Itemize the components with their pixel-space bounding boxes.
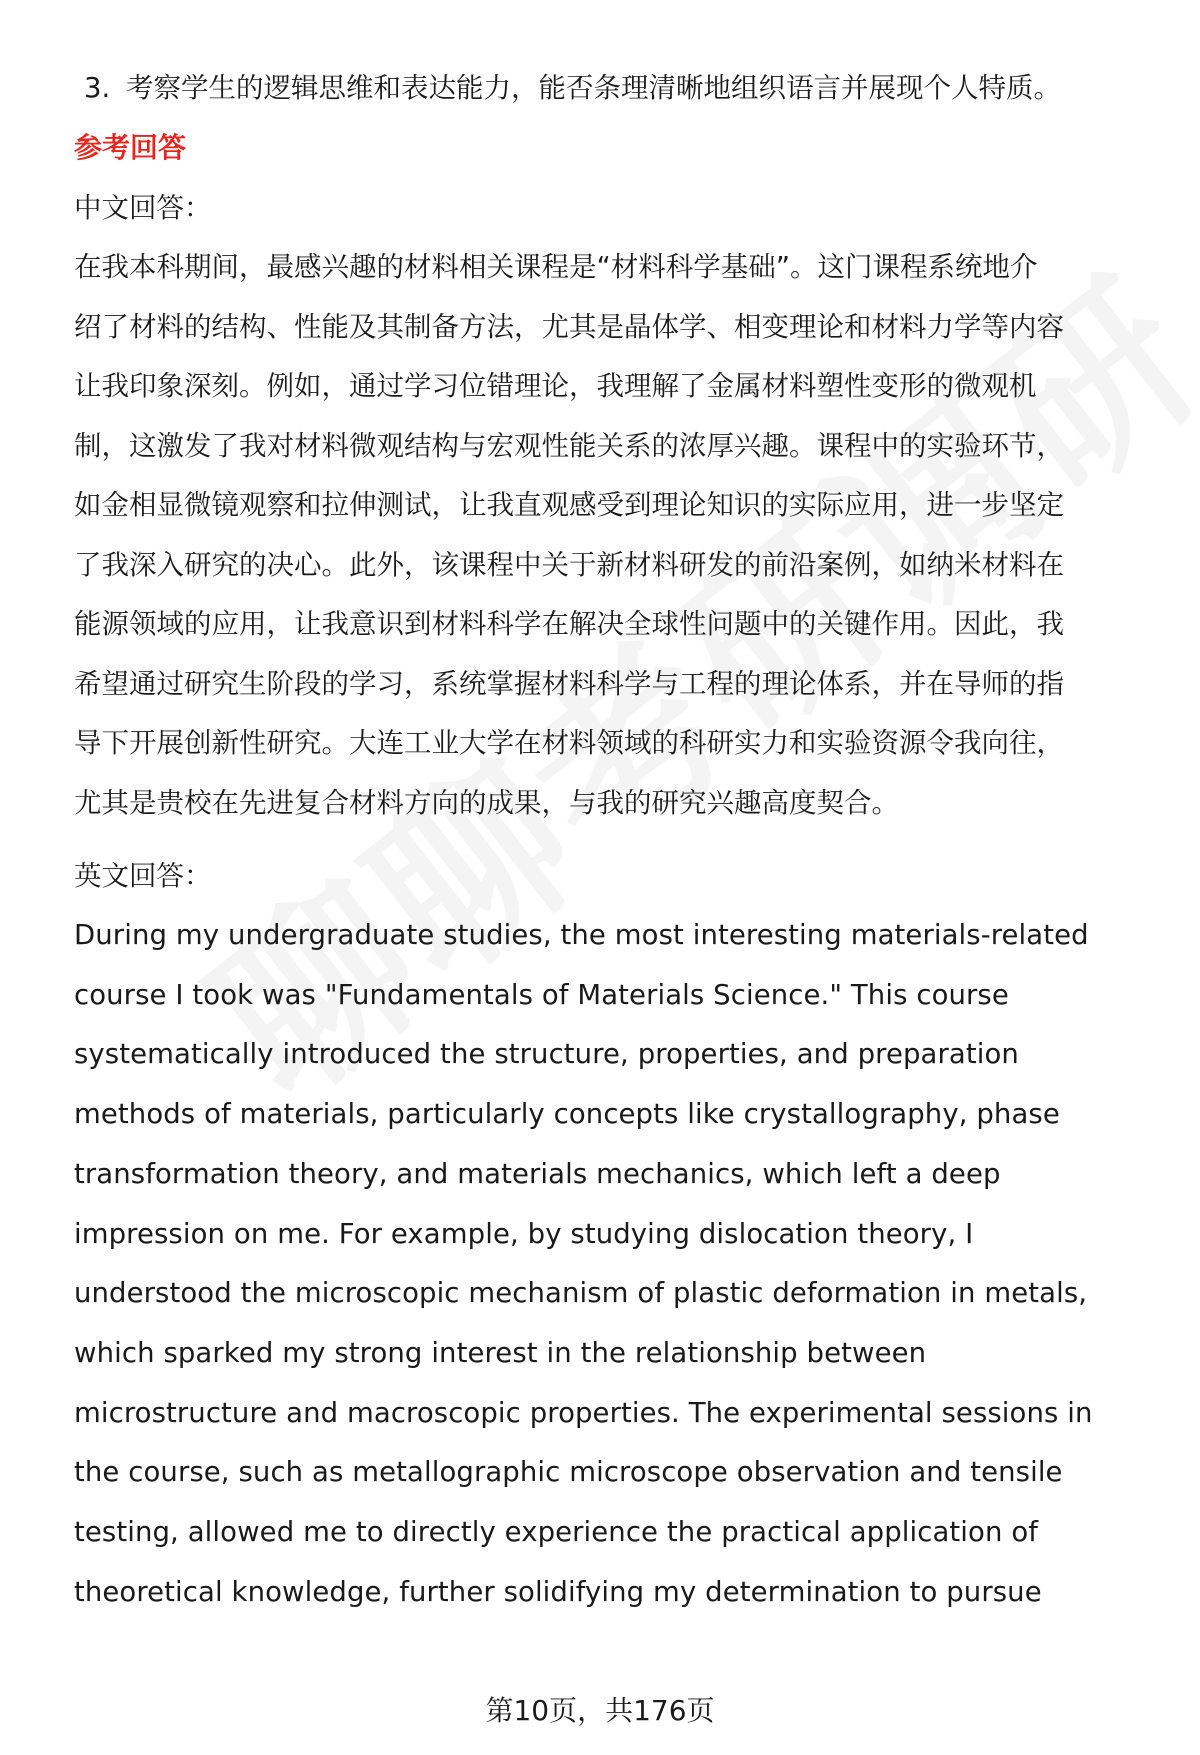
english-answer-line: which sparked my strong interest in the relationship between bbox=[74, 1336, 927, 1369]
chinese-answer bbox=[74, 238, 1149, 833]
english-answer-line: the course, such as metallographic microscope observation and tensile bbox=[74, 1456, 1063, 1489]
english-answer-line: transformation theory, and materials mechanics, which left a deep bbox=[74, 1157, 1001, 1190]
chinese-answer-label: 中文回答： bbox=[74, 192, 212, 224]
chinese-answer-line: 在我本科期间，最感兴趣的材料相关课程是“材料科学基础”。这门课程系统地介 bbox=[74, 251, 1038, 283]
english-answer-line: systematically introduced the structure, properties, and preparation bbox=[74, 1038, 1019, 1071]
chinese-answer-line: 导下开展创新性研究。大连工业大学在材料领域的科研实力和实验资源令我向往， bbox=[74, 727, 1064, 759]
english-answer-line: course I took was "Fundamentals of Materials Science." This course bbox=[74, 978, 1009, 1011]
english-answer-line: testing, allowed me to directly experience the practical application of bbox=[74, 1516, 1039, 1549]
chinese-answer-line: 如金相显微镜观察和拉伸测试，让我直观感受到理论知识的实际应用，进一步坚定 bbox=[74, 489, 1064, 521]
page-footer: 第10页，共176页 bbox=[485, 1694, 715, 1727]
item-number: 3. bbox=[84, 72, 111, 104]
english-answer-line: impression on me. For example, by studying dislocation theory, I bbox=[74, 1217, 974, 1250]
reference-heading: 参考回答 bbox=[74, 131, 187, 164]
chinese-answer-line: 尤其是贵校在先进复合材料方向的成果，与我的研究兴趣高度契合。 bbox=[74, 786, 899, 819]
english-answer-line: During my undergraduate studies, the most interesting materials-related bbox=[74, 919, 1089, 951]
chinese-answer-line: 能源领域的应用，让我意识到材料科学在解决全球性问题中的关键作用。因此，我 bbox=[74, 608, 1064, 640]
page-content bbox=[74, 58, 1149, 1622]
chinese-answer-line: 让我印象深刻。例如，通过学习位错理论，我理解了金属材料塑性变形的微观机 bbox=[74, 370, 1037, 402]
english-answer-line: microstructure and macroscopic properties. The experimental sessions in bbox=[74, 1396, 1093, 1429]
chinese-answer-line: 了我深入研究的决心。此外，该课程中关于新材料研发的前沿案例，如纳米材料在 bbox=[74, 548, 1064, 581]
item-text: 考察学生的逻辑思维和表达能力，能否条理清晰地组织语言并展现个人特质。 bbox=[126, 72, 1061, 104]
english-answer-line: understood the microscopic mechanism of plastic deformation in metals, bbox=[74, 1277, 1088, 1310]
chinese-answer-line: 绍了材料的结构、性能及其制备方法，尤其是晶体学、相变理论和材料力学等内容 bbox=[74, 310, 1064, 343]
chinese-answer-line: 制，这激发了我对材料微观结构与宏观性能关系的浓厚兴趣。课程中的实验环节， bbox=[74, 429, 1064, 462]
numbered-item bbox=[84, 58, 1149, 118]
chinese-answer-line: 希望通过研究生阶段的学习，系统掌握材料科学与工程的理论体系，并在导师的指 bbox=[74, 667, 1064, 700]
english-answer-label: 英文回答： bbox=[74, 860, 212, 892]
english-answer-line: theoretical knowledge, further solidifying my determination to pursue bbox=[74, 1575, 1042, 1608]
english-answer bbox=[74, 906, 1149, 1622]
english-answer-line: methods of materials, particularly concepts like crystallography, phase bbox=[74, 1098, 1060, 1131]
